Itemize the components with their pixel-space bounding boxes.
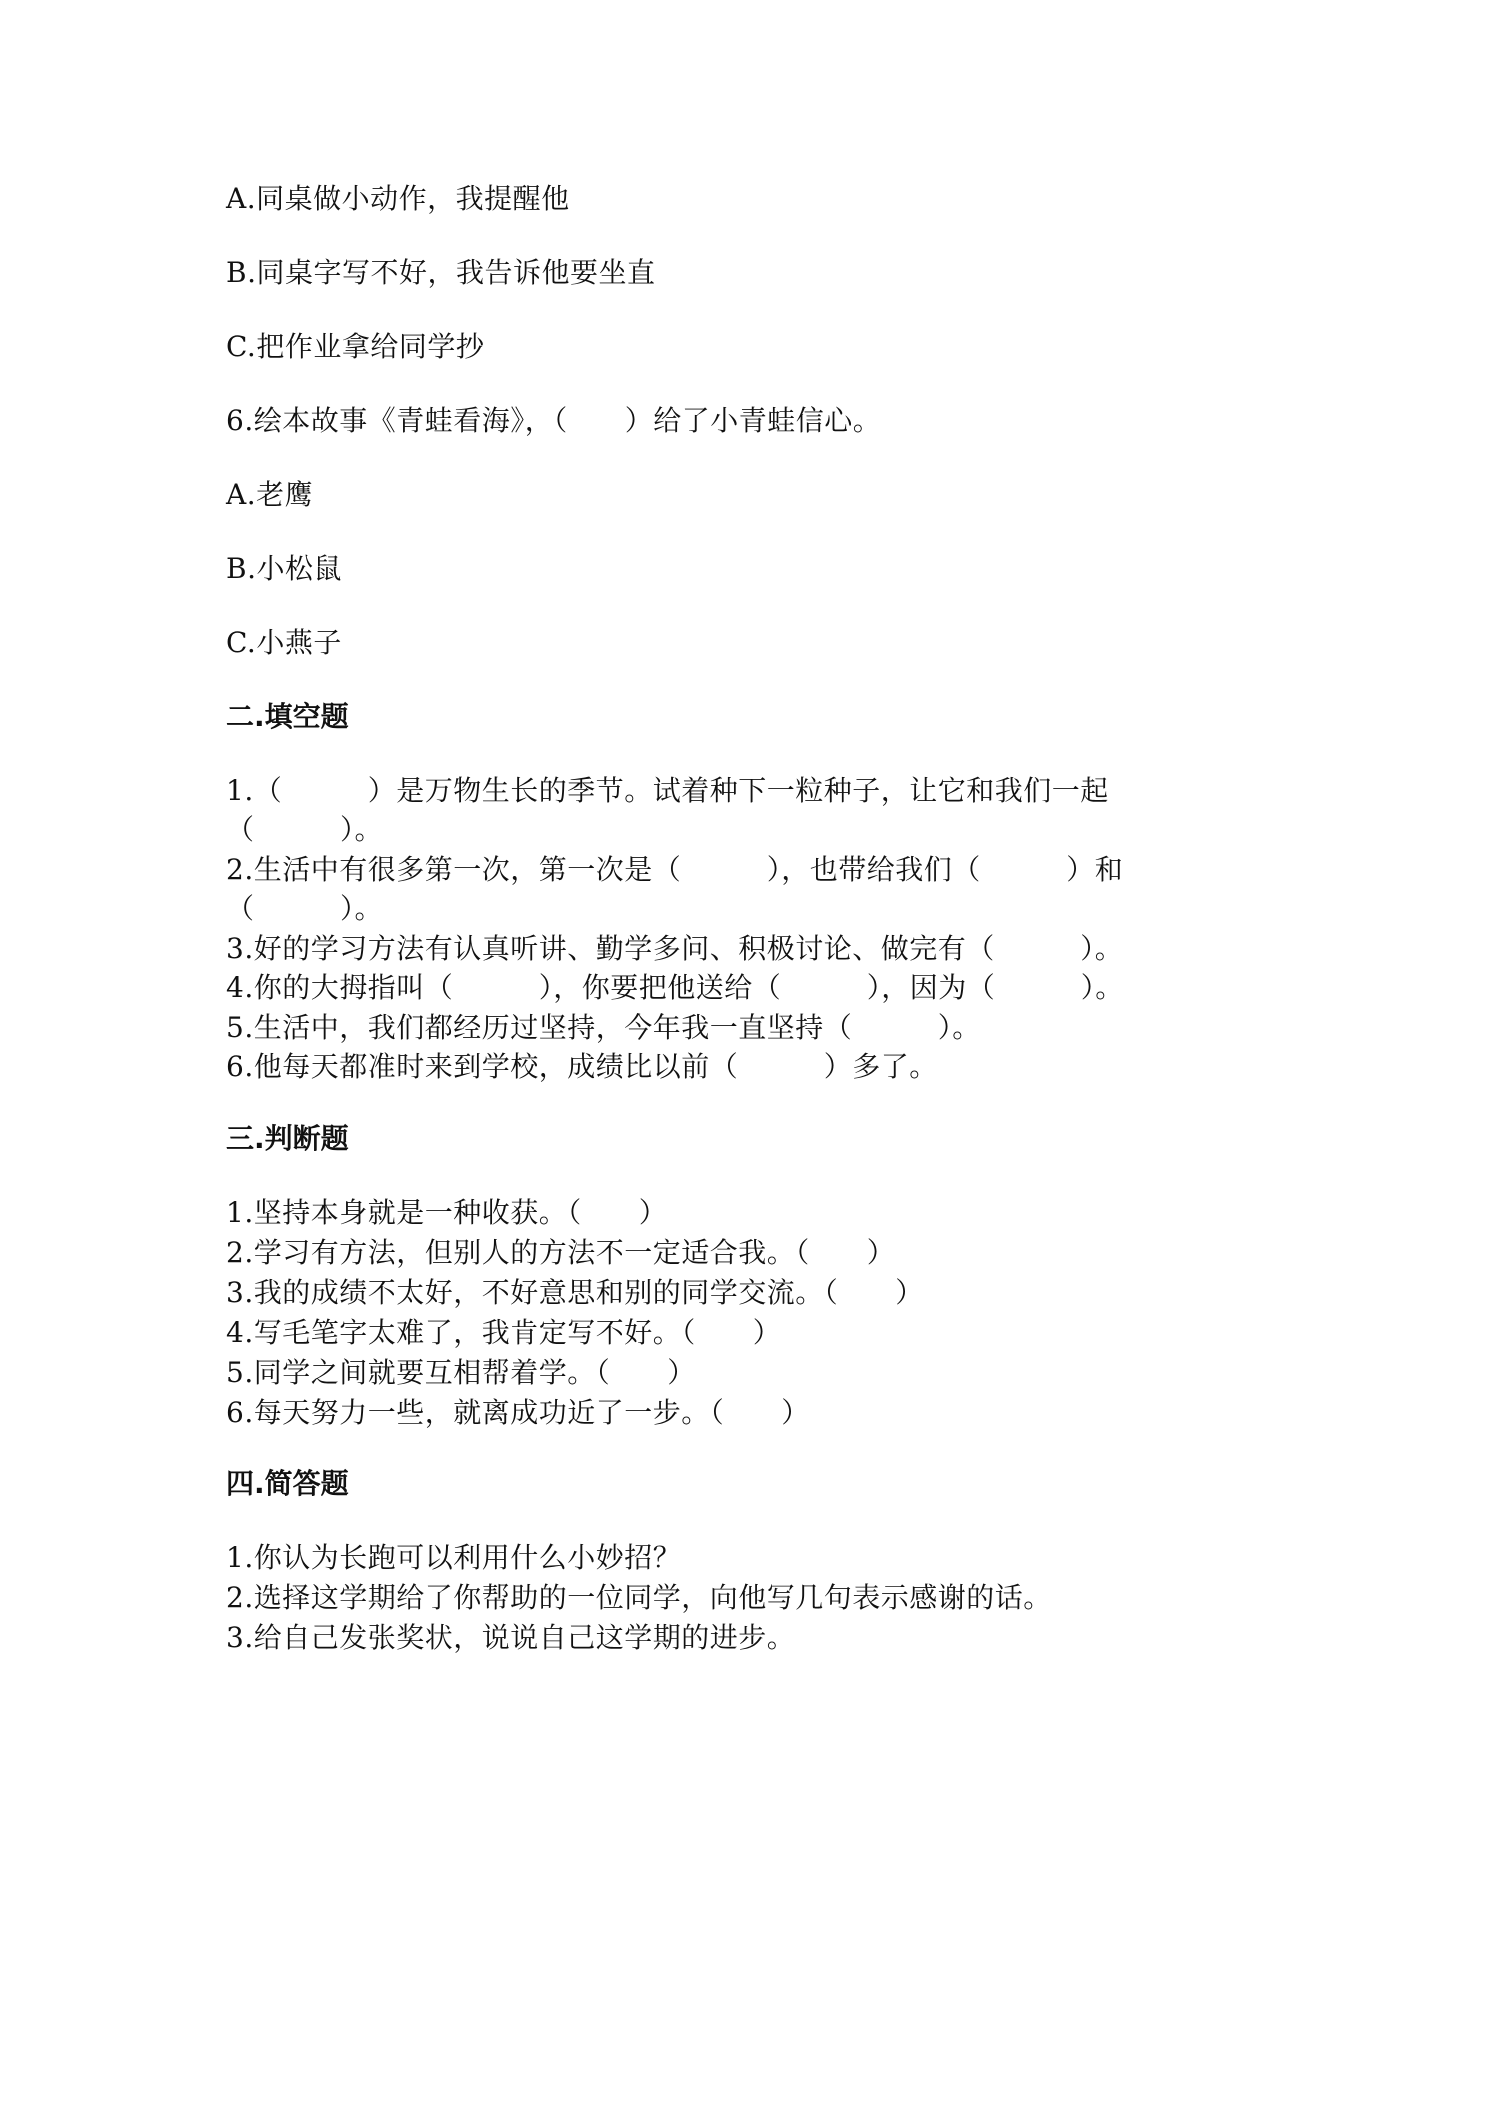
q5-option-a: A.同桌做小动作，我提醒他 xyxy=(226,182,570,215)
fill-line: 5.生活中，我们都经历过坚持，今年我一直坚持（ ）。 xyxy=(226,1011,981,1044)
q6-option-c: C.小燕子 xyxy=(226,626,342,659)
short-answer-line: 3.给自己发张奖状，说说自己这学期的进步。 xyxy=(226,1621,796,1654)
section3-title: 三.判断题 xyxy=(226,1122,349,1155)
judge-line: 1.坚持本身就是一种收获。（ ） xyxy=(226,1196,668,1229)
short-answer-line: 1.你认为长跑可以利用什么小妙招？ xyxy=(226,1541,682,1574)
fill-line: 1.（ ）是万物生长的季节。试着种下一粒种子，让它和我们一起 xyxy=(226,774,1109,807)
fill-line: 4.你的大拇指叫（ ），你要把他送给（ ），因为（ ）。 xyxy=(226,971,1124,1004)
judge-line: 4.写毛笔字太难了，我肯定写不好。（ ） xyxy=(226,1316,782,1349)
q5-option-c: C.把作业拿给同学抄 xyxy=(226,330,485,363)
judge-line: 6.每天努力一些，就离成功近了一步。（ ） xyxy=(226,1396,810,1429)
fill-line: 2.生活中有很多第一次，第一次是（ ），也带给我们（ ）和 xyxy=(226,853,1124,886)
section2-title: 二.填空题 xyxy=(226,700,349,733)
short-answer-line: 2.选择这学期给了你帮助的一位同学，向他写几句表示感谢的话。 xyxy=(226,1581,1052,1614)
judge-line: 5.同学之间就要互相帮着学。（ ） xyxy=(226,1356,696,1389)
q6-question: 6.绘本故事《青蛙看海》，（ ）给了小青蛙信心。 xyxy=(226,404,882,437)
fill-line: （ ）。 xyxy=(226,813,384,846)
judge-line: 2.学习有方法，但别人的方法不一定适合我。（ ） xyxy=(226,1236,896,1269)
q5-option-b: B.同桌字写不好，我告诉他要坐直 xyxy=(226,256,656,289)
q6-option-a: A.老鹰 xyxy=(226,478,314,511)
q6-option-b: B.小松鼠 xyxy=(226,552,342,585)
fill-line: 6.他每天都准时来到学校，成绩比以前（ ）多了。 xyxy=(226,1050,938,1083)
section4-title: 四.简答题 xyxy=(226,1467,349,1500)
fill-line: （ ）。 xyxy=(226,892,384,925)
fill-line: 3.好的学习方法有认真听讲、勤学多问、积极讨论、做完有（ ）。 xyxy=(226,932,1124,965)
judge-line: 3.我的成绩不太好，不好意思和别的同学交流。（ ） xyxy=(226,1276,924,1309)
